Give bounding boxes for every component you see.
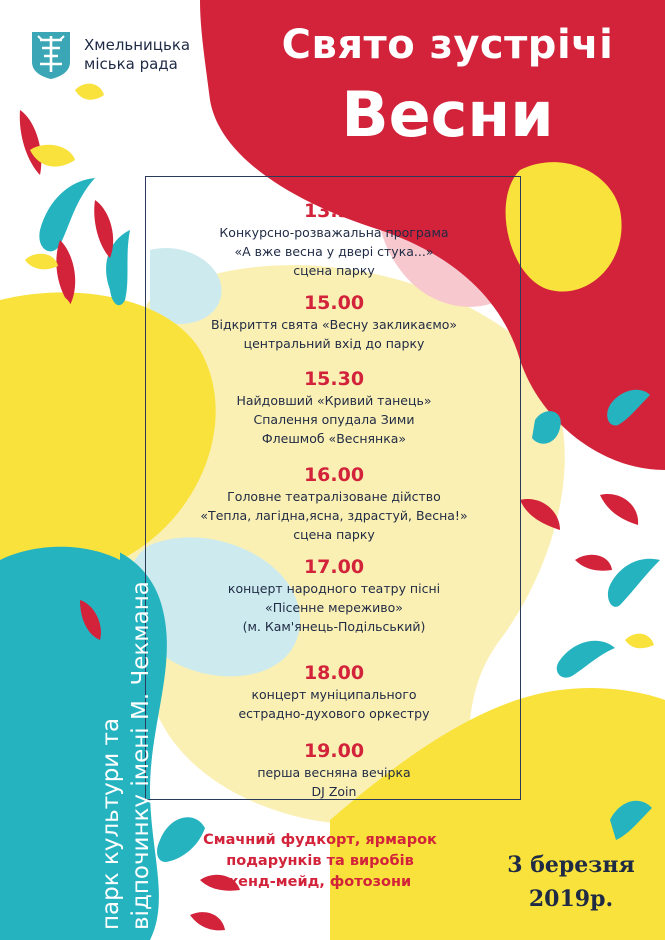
event-line: концерт муніципального <box>251 687 417 702</box>
event-line: центральний вхід до парку <box>243 336 425 351</box>
event-item <box>146 199 522 280</box>
red-drop-5 <box>600 494 638 525</box>
event-line: Найдовший «Кривий танець» <box>236 393 432 408</box>
city-coat-of-arms-icon <box>30 30 72 80</box>
teal-drop-1 <box>39 178 95 251</box>
date-line-1: 3 березня <box>507 852 635 878</box>
council-line-1: Хмельницька <box>84 36 191 54</box>
event-time: 19.00 <box>303 740 365 762</box>
event-item <box>146 555 522 636</box>
event-time: 17.00 <box>303 556 365 578</box>
event-date <box>486 848 656 916</box>
event-line: «А вже весна у двері стука...» <box>234 244 434 259</box>
poster-title-line-1: Свято зустрічі <box>281 22 614 68</box>
yellow-drop-2 <box>75 84 104 100</box>
food-line-1: Смачний фудкорт, ярмарок <box>203 832 437 848</box>
venue-name <box>96 500 156 930</box>
event-item <box>146 367 522 448</box>
event-line: сцена парку <box>293 527 375 542</box>
event-time: 18.00 <box>303 662 365 684</box>
yellow-drop-7 <box>625 634 654 649</box>
event-line: сцена парку <box>293 263 375 278</box>
event-line: Спалення опудала Зими <box>253 412 415 427</box>
event-line: «Пісенне мереживо» <box>265 600 403 615</box>
red-drop-9 <box>190 912 225 930</box>
event-item <box>146 661 522 723</box>
red-drop-1 <box>20 110 42 175</box>
council-line-2: міська рада <box>84 55 178 73</box>
venue-line-1: парк культури та <box>98 717 124 930</box>
event-line: перша весняна вечірка <box>257 765 411 780</box>
event-line: (м. Кам'янець-Подільський) <box>242 619 426 634</box>
event-time: 13.30 <box>303 200 365 222</box>
yellow-drop-4 <box>25 254 58 270</box>
red-drop-6 <box>575 555 612 571</box>
teal-drop-3 <box>608 559 660 607</box>
event-time: 15.00 <box>303 292 365 314</box>
food-line-3: хенд-мейд, фотозони <box>228 874 412 890</box>
event-time: 16.00 <box>303 464 365 486</box>
teal-drop-6 <box>557 641 615 678</box>
event-line: концерт народного театру пісні <box>227 581 441 596</box>
event-item <box>146 291 522 353</box>
event-line: Флешмоб «Веснянка» <box>261 431 407 446</box>
poster-title-line-2: Весни <box>341 78 554 151</box>
event-line: «Тепла, лагідна,ясна, здрастуй, Весна!» <box>200 508 468 523</box>
date-line-2: 2019р. <box>528 886 614 912</box>
food-line-2: подарунків та виробів <box>226 853 414 869</box>
red-drop-3 <box>94 200 113 258</box>
event-item <box>146 463 522 544</box>
schedule-frame <box>145 176 521 800</box>
event-line: DJ Zoin <box>311 784 357 799</box>
event-line: Відкриття свята «Весну закликаємо» <box>210 317 458 332</box>
event-item <box>146 739 522 801</box>
event-time: 15.30 <box>303 368 365 390</box>
venue-line-2: відпочинку імені М. Чекмана <box>128 581 154 930</box>
event-line: Головне театралізоване дійство <box>227 489 441 504</box>
city-council-name <box>84 36 190 74</box>
event-line: естрадно-духового оркестру <box>238 706 430 721</box>
event-line: Конкурсно-розважальна програма <box>219 225 449 240</box>
food-court-note <box>160 830 480 893</box>
